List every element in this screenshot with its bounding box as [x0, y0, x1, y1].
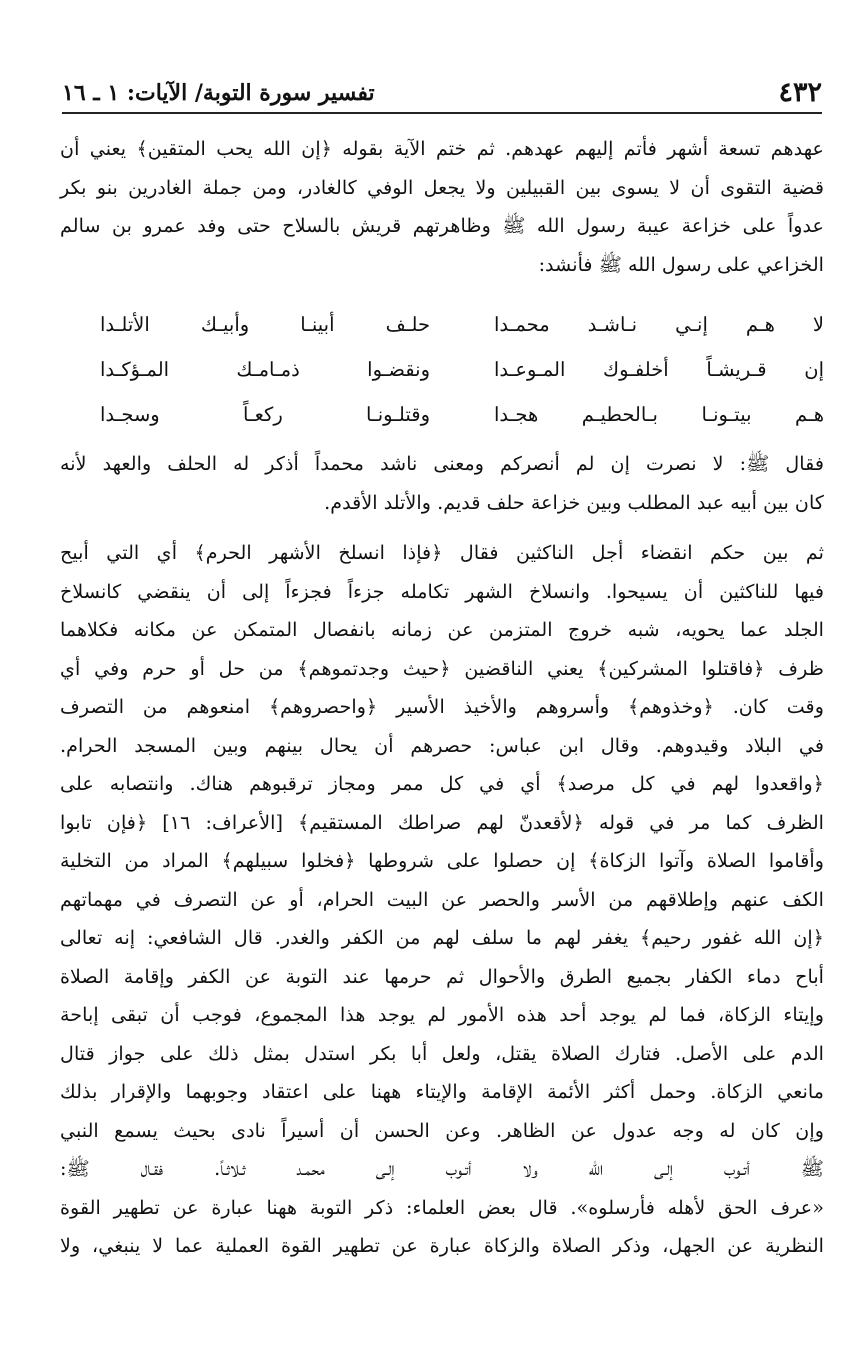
paragraph-1: [60, 130, 824, 284]
verse-first-hemistich: هـم بيتـونـا بـالحطيـم هجـدا: [494, 403, 824, 426]
verse-first-hemistich: لا هـم إنـي نـاشـد محمـدا: [494, 313, 824, 336]
text-line: قضية التقوى أن لا يسوى بين القبيلين ولا يجعل الوفي كالغادر، ومن جملة الغادرين بنو بكر: [60, 175, 824, 199]
verse-second-hemistich: ونقضـوا ذمـامـك المـؤكـدا: [100, 358, 430, 381]
text-line: مانعي الزكاة. وحمل أكثر الأئمة الإقامة والإيتاء ههنا على اعتقاد وجوبهما والإقرار بذلك: [60, 1080, 824, 1103]
text-line: ثم بين حكم انقضاء أجل الناكثين فقال ﴿فإذا انسلخ الأشهر الحرم﴾ أي التي أبيح: [60, 541, 824, 564]
text-line: ﴿واقعدوا لهم في كل مرصد﴾ أي في كل ممر ومجاز ترقبوهم هناك. وانتصابه على: [60, 772, 824, 795]
text-line: الظرف كما مر في قوله ﴿لأقعدنّ لهم صراطك المستقيم﴾ [الأعراف: ١٦] ﴿فإن تابوا: [60, 810, 824, 834]
text-line: كان بين أبيه عبد المطلب وبين خزاعة حلف قديم. والأتلد الأقدم.: [324, 490, 824, 514]
page-body: [60, 130, 824, 1266]
text-line: عدواً على خزاعة عيبة رسول الله ﷺ وظاهرتهم قريش بالسلاح حتى وفد عمرو بن سالم: [60, 214, 824, 237]
poem-verse: [60, 392, 824, 437]
running-title: تفسير سورة التوبة/ الآيات: ١ ـ ١٦: [62, 80, 375, 106]
text-line: ظرف ﴿فاقتلوا المشركين﴾ يعني الناقضين ﴿حيث وجدتموهم﴾ من حل أو حرم وفي أي: [60, 656, 824, 680]
poem: [60, 302, 824, 437]
text-line: في البلاد وقيدوهم. وقال ابن عباس: حصرهم أن يحال بينهم وبين المسجد الحرام.: [60, 733, 824, 757]
text-line: وأقاموا الصلاة وآتوا الزكاة﴾ إن حصلوا على شروطها ﴿فخلوا سبيلهم﴾ المراد من التخلية: [60, 849, 824, 872]
text-line: ﴿إن الله غفور رحيم﴾ يغفر لهم ما سلف لهم من الكفر والغدر. قال الشافعي: إنه تعالى: [60, 926, 824, 949]
verse-first-hemistich: إن قـريشـاً أخلفـوك المـوعـدا: [494, 358, 824, 381]
page-number: ٤٣٢: [778, 77, 822, 108]
verse-second-hemistich: وقتلـونـا ركعـاً وسجـدا: [100, 403, 430, 426]
paragraph-2: [60, 445, 824, 522]
text-line: «عرف الحق لأهله فأرسلوه». قال بعض العلماء: ذكر التوبة ههنا عبارة عن تطهير القوة: [60, 1195, 824, 1219]
text-line: ﷺ أتـوب إلـى الله ولا أتـوب إلـى محمـد ثـلاثـاً. فقـال ﷺ:: [60, 1157, 824, 1180]
text-line: عهدهم تسعة أشهر فأتم إليهم عهدهم. ثم ختم الآية بقوله ﴿إن الله يحب المتقين﴾ يعني أن: [60, 137, 824, 160]
poem-verse: [60, 347, 824, 392]
text-line: فقال ﷺ: لا نصرت إن لم أنصركم ومعنى ناشد محمداً أذكر له الحلف والعهد لأنه: [60, 452, 824, 475]
text-line: وقت كان. ﴿وخذوهم﴾ وأسروهم والأخيذ الأسير ﴿واحصروهم﴾ امنعوهم من التصرف: [60, 695, 824, 718]
text-line: أباح دماء الكفار بجميع الطرق والأحوال ثم حرمها عند التوبة عن الكفر وإقامة الصلاة: [60, 964, 824, 988]
paragraph-3: [60, 534, 824, 1266]
text-line: فيها للناكثين أن يسيحوا. وانسلاخ الشهر تكامله جزءاً فجزءاً إلى أن ينقضي كانسلاخ: [60, 579, 824, 603]
poem-verse: [60, 302, 824, 347]
text-line: الخزاعي على رسول الله ﷺ فأنشد:: [538, 252, 824, 276]
text-line: الدم على الأصل. فتارك الصلاة يقتل، ولعل أبا بكر استدل بمثل ذلك على جواز قتال: [60, 1041, 824, 1065]
text-line: النظرية عن الجهل، وذكر الصلاة والزكاة عبارة عن تطهير القوة العملية عما لا ينبغي، ولا: [60, 1234, 824, 1257]
text-line: الجلد عما يحويه، شبه خروج المتزمن عن زمانه بانفصال المتمكن عن مكانه فكلاهما: [60, 618, 824, 641]
text-line: الكف عنهم وإطلاقهم من الأسر والحصر عن البيت الحرام، أو عن التصرف في مهماتهم: [60, 887, 824, 911]
verse-second-hemistich: حلـف أبينـا وأبيـك الأتلـدا: [100, 313, 430, 336]
text-line: وإيتاء الزكاة، فما لم يوجد أحد هذه الأمور لم يوجد هذا المجموع، فوجب أن تبقى إباحة: [60, 1003, 824, 1026]
text-line: وإن كان له وجه عدول عن الظاهر. وعن الحسن أن أسيراً نادى بحيث يسمع النبي: [60, 1118, 824, 1142]
page-header: [62, 68, 822, 114]
